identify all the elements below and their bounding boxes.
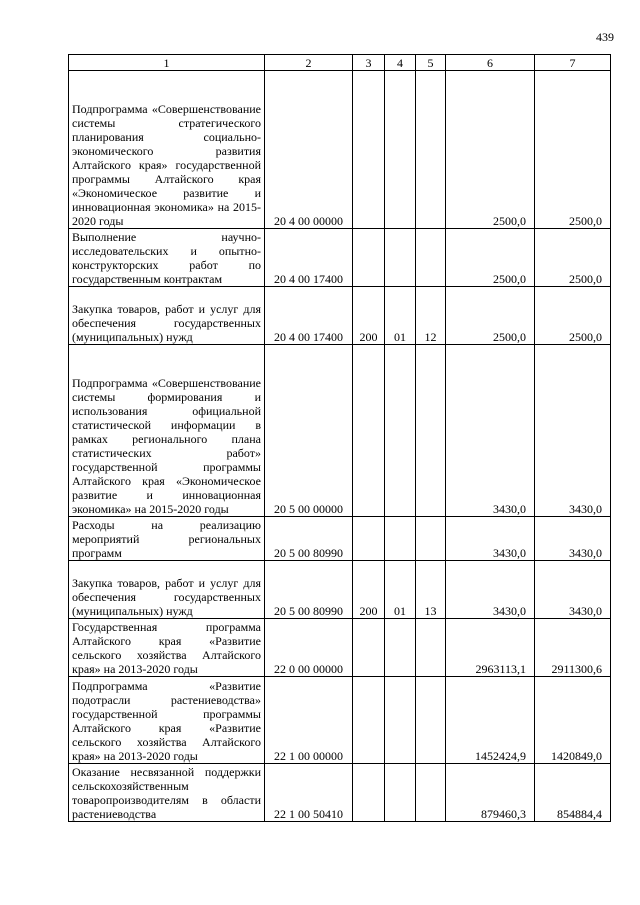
row-sum-1: 2963113,1 bbox=[446, 619, 535, 677]
row-rz bbox=[385, 71, 416, 229]
row-code: 22 1 00 50410 bbox=[265, 764, 353, 822]
row-rz bbox=[385, 229, 416, 287]
row-sum-2: 2500,0 bbox=[535, 287, 611, 345]
row-pr: 13 bbox=[416, 561, 446, 619]
row-sum-1: 3430,0 bbox=[446, 561, 535, 619]
row-code: 20 4 00 00000 bbox=[265, 71, 353, 229]
row-sum-2: 3430,0 bbox=[535, 561, 611, 619]
table-row bbox=[69, 517, 611, 561]
row-name: Подпрограмма «Совершенствование системы стратегического планирования социально-экономического развития Алтайского края» государственной программы Алтайского края «Экономическое развитие и инновационная экономика» на 2015-2020 годы bbox=[69, 71, 265, 229]
row-code: 22 0 00 00000 bbox=[265, 619, 353, 677]
row-vr bbox=[353, 764, 385, 822]
row-vr bbox=[353, 229, 385, 287]
row-vr bbox=[353, 677, 385, 764]
row-sum-1: 2500,0 bbox=[446, 229, 535, 287]
row-sum-1: 1452424,9 bbox=[446, 677, 535, 764]
table-row bbox=[69, 561, 611, 619]
row-sum-2: 3430,0 bbox=[535, 517, 611, 561]
table-row bbox=[69, 287, 611, 345]
row-sum-2: 854884,4 bbox=[535, 764, 611, 822]
row-rz bbox=[385, 764, 416, 822]
row-name: Оказание несвязанной поддержки сельскохозяйственным товаропроизводителям в области растениеводства bbox=[69, 764, 265, 822]
header-cell: 4 bbox=[385, 55, 416, 71]
row-rz bbox=[385, 677, 416, 764]
header-row bbox=[69, 55, 611, 71]
header-cell: 2 bbox=[265, 55, 353, 71]
table-row bbox=[69, 619, 611, 677]
row-rz: 01 bbox=[385, 287, 416, 345]
row-vr: 200 bbox=[353, 561, 385, 619]
row-pr bbox=[416, 517, 446, 561]
table-row bbox=[69, 71, 611, 229]
row-vr: 200 bbox=[353, 287, 385, 345]
row-name: Подпрограмма «Совершенствование системы формирования и использования официальной статистической информации в рамках регионального плана статистических работ» государственной программы Алтайского края «Экономическое развитие и инновационная экономика» на 2015-2020 годы bbox=[69, 345, 265, 517]
header-cell: 3 bbox=[353, 55, 385, 71]
row-pr bbox=[416, 677, 446, 764]
row-vr bbox=[353, 71, 385, 229]
row-code: 20 5 00 80990 bbox=[265, 517, 353, 561]
row-sum-2: 2500,0 bbox=[535, 71, 611, 229]
table-row bbox=[69, 764, 611, 822]
header-cell: 1 bbox=[69, 55, 265, 71]
row-code: 20 4 00 17400 bbox=[265, 287, 353, 345]
row-pr bbox=[416, 229, 446, 287]
row-rz bbox=[385, 619, 416, 677]
row-sum-2: 2500,0 bbox=[535, 229, 611, 287]
row-code: 22 1 00 00000 bbox=[265, 677, 353, 764]
row-pr bbox=[416, 71, 446, 229]
row-name: Государственная программа Алтайского края «Развитие сельского хозяйства Алтайского края» на 2013-2020 годы bbox=[69, 619, 265, 677]
row-pr bbox=[416, 345, 446, 517]
row-rz bbox=[385, 517, 416, 561]
row-sum-1: 2500,0 bbox=[446, 71, 535, 229]
row-code: 20 5 00 00000 bbox=[265, 345, 353, 517]
header-cell: 5 bbox=[416, 55, 446, 71]
row-name: Расходы на реализацию мероприятий региональных программ bbox=[69, 517, 265, 561]
row-rz bbox=[385, 345, 416, 517]
row-sum-2: 1420849,0 bbox=[535, 677, 611, 764]
row-pr bbox=[416, 764, 446, 822]
row-name: Выполнение научно-исследовательских и опытно-конструкторских работ по государственным контрактам bbox=[69, 229, 265, 287]
row-sum-1: 3430,0 bbox=[446, 345, 535, 517]
row-sum-2: 2911300,6 bbox=[535, 619, 611, 677]
row-pr bbox=[416, 619, 446, 677]
row-vr bbox=[353, 345, 385, 517]
header-cell: 7 bbox=[535, 55, 611, 71]
header-cell: 6 bbox=[446, 55, 535, 71]
row-name: Подпрограмма «Развитие подотрасли растениеводства» государственной программы Алтайского края «Развитие сельского хозяйства Алтайского края» на 2013-2020 годы bbox=[69, 677, 265, 764]
row-code: 20 4 00 17400 bbox=[265, 229, 353, 287]
table-row bbox=[69, 677, 611, 764]
row-sum-1: 879460,3 bbox=[446, 764, 535, 822]
row-sum-1: 2500,0 bbox=[446, 287, 535, 345]
table-row bbox=[69, 229, 611, 287]
row-name: Закупка товаров, работ и услуг для обеспечения государственных (муниципальных) нужд bbox=[69, 287, 265, 345]
row-name: Закупка товаров, работ и услуг для обеспечения государственных (муниципальных) нужд bbox=[69, 561, 265, 619]
page-number: 439 bbox=[596, 30, 614, 44]
row-pr: 12 bbox=[416, 287, 446, 345]
budget-table bbox=[68, 54, 611, 822]
row-vr bbox=[353, 619, 385, 677]
table-row bbox=[69, 345, 611, 517]
row-code: 20 5 00 80990 bbox=[265, 561, 353, 619]
row-rz: 01 bbox=[385, 561, 416, 619]
row-sum-2: 3430,0 bbox=[535, 345, 611, 517]
row-vr bbox=[353, 517, 385, 561]
row-sum-1: 3430,0 bbox=[446, 517, 535, 561]
